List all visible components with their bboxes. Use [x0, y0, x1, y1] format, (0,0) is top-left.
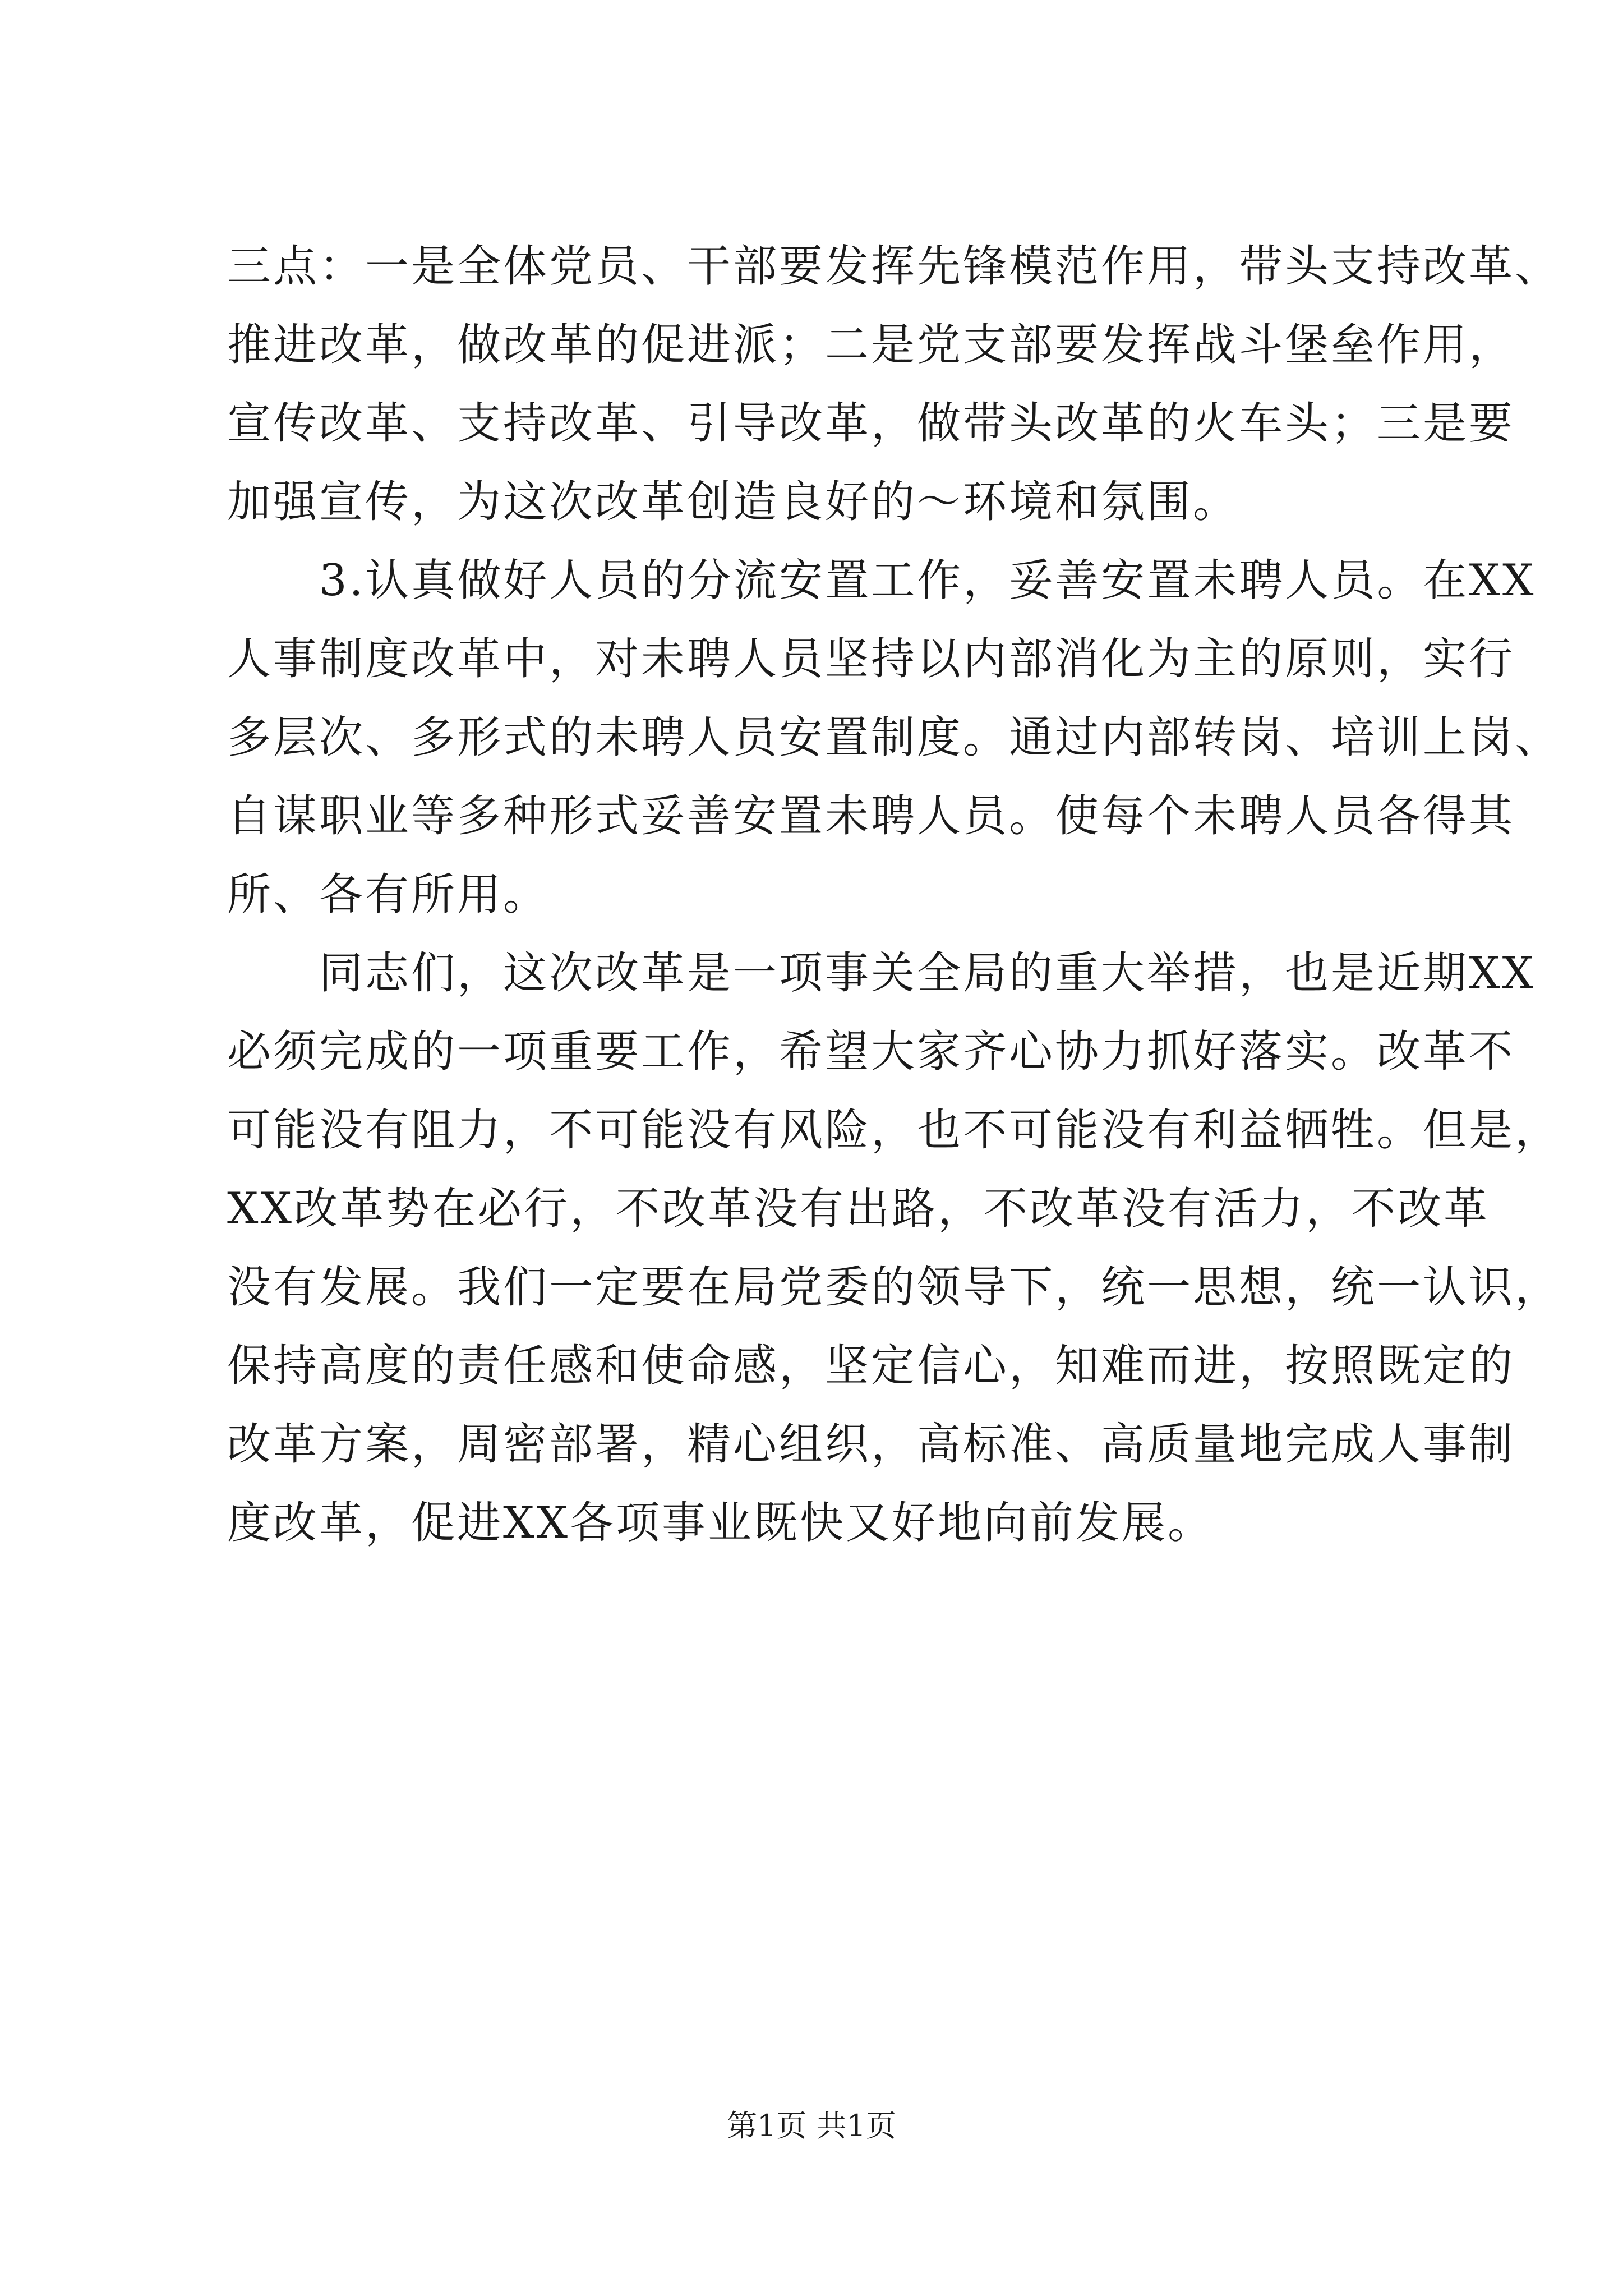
text-line: 所、各有所用。: [227, 869, 550, 920]
text-line: 度改革，促进XX各项事业既快又好地向前发展。: [227, 1498, 1214, 1548]
text-line: 3.认真做好人员的分流安置工作，妥善安置未聘人员。在XX: [227, 555, 1536, 606]
page-footer: 第1页 共1页: [727, 2108, 896, 2143]
text-line: 可能没有阻力，不可能没有风险，也不可能没有利益牺牲。但是，: [227, 1105, 1561, 1156]
text-line: 加强宣传，为这次改革创造良好的～环境和氛围。: [227, 477, 1239, 527]
text-line: 改革方案，周密部署，精心组织，高标准、高质量地完成人事制: [227, 1419, 1515, 1470]
text-line: 人事制度改革中，对未聘人员坚持以内部消化为主的原则，实行: [227, 634, 1515, 684]
text-line: 宣传改革、支持改革、引导改革，做带头改革的火车头；三是要: [227, 398, 1515, 449]
text-line: 必须完成的一项重要工作，希望大家齐心协力抓好落实。改革不: [227, 1027, 1515, 1077]
text-line: 推进改革，做改革的促进派；二是党支部要发挥战斗堡垒作用，: [227, 320, 1515, 370]
text-line: 自谋职业等多种形式妥善安置未聘人员。使每个未聘人员各得其: [227, 791, 1515, 841]
text-line: 没有发展。我们一定要在局党委的领导下，统一思想，统一认识，: [227, 1262, 1561, 1313]
text-line: 多层次、多形式的未聘人员安置制度。通过内部转岗、培训上岗、: [227, 712, 1561, 763]
text-line: XX改革势在必行，不改革没有出路，不改革没有活力，不改革: [227, 1184, 1490, 1234]
text-line: 同志们，这次改革是一项事关全局的重大举措，也是近期XX: [227, 948, 1536, 999]
document-body: [227, 227, 1561, 1562]
text-line: 保持高度的责任感和使命感，坚定信心，知难而进，按照既定的: [227, 1341, 1515, 1391]
text-line: 三点：一是全体党员、干部要发挥先锋模范作用，带头支持改革、: [227, 241, 1561, 292]
